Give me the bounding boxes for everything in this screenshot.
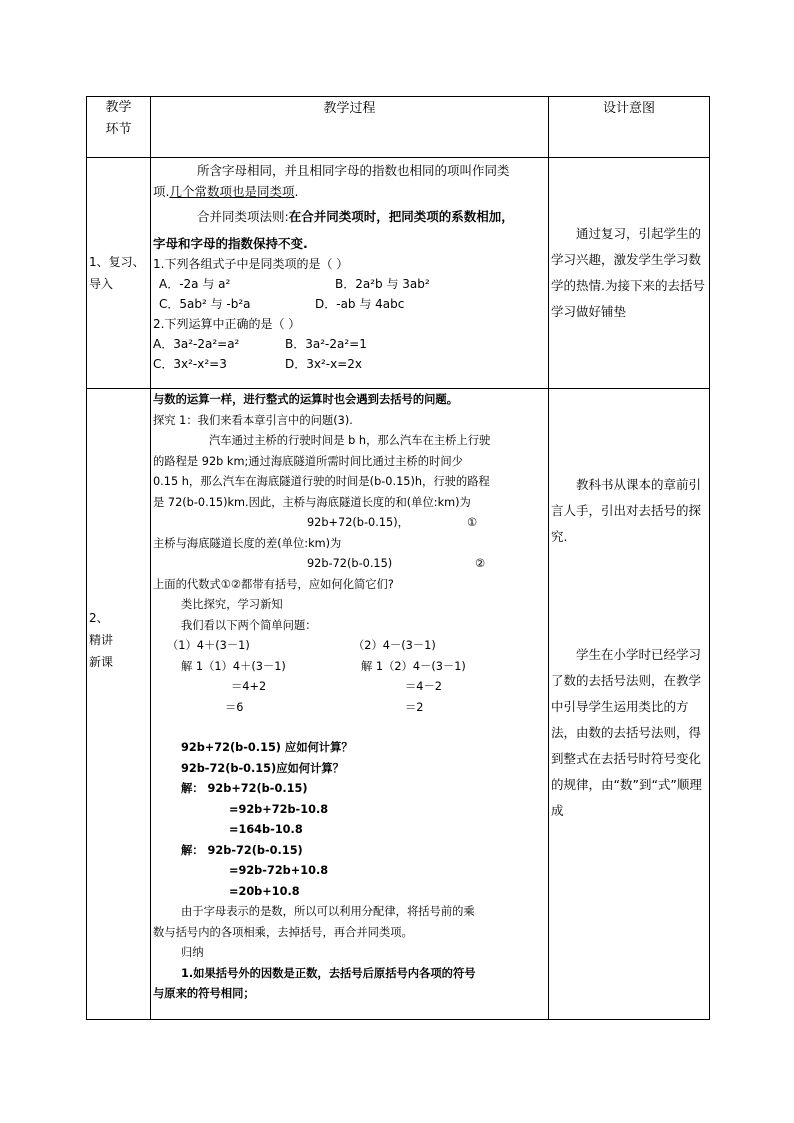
process-cell-review xyxy=(151,158,549,389)
question-2-option-c: C．3x²-x²=3 xyxy=(153,357,227,371)
solution-a-head: 解： 92b+72(b-0.15) xyxy=(181,782,308,795)
circle-1-mark: ① xyxy=(467,516,478,529)
table-row-new-lesson xyxy=(87,389,710,1020)
intent-new-text-2: 学生在小学时已经学习了数的去括号法则，在教学中引导学生运用类比的方法，由数的去括号法则，得到整式在去括号时符号变化的规律，由“数”到“式”顺理成 xyxy=(551,647,702,818)
rule-1-line1: 1.如果括号外的因数是正数，去括号后原括号内各项的符号 xyxy=(181,966,476,980)
definition-line2: 项.几个常数项也是同类项. xyxy=(153,184,299,199)
solution-a-step2: =164b-10.8 xyxy=(229,823,303,836)
question-1-option-c: C．5ab² 与 -b²a xyxy=(159,297,251,311)
definition-line1: 所含字母相同，并且相同字母的指数也相同的项叫作同类 xyxy=(197,163,510,178)
expression-2: 92b-72(b-0.15) ② xyxy=(307,557,486,570)
stage-new-line1: 2、 xyxy=(89,611,109,625)
header-intent-cell: 设计意图 xyxy=(549,97,710,158)
solution-step-2: ＝6 ＝2 xyxy=(225,700,424,714)
circle-2-mark: ② xyxy=(475,557,486,570)
compute-question-1: 92b+72(b-0.15) 应如何计算？ xyxy=(181,741,353,754)
distributive-line1: 由于字母表示的是数，所以可以利用分配律，将括号前的乘 xyxy=(181,905,475,918)
question-2-options-ab xyxy=(153,334,546,354)
stage-review-line2: 导入 xyxy=(89,277,114,291)
question-1-options-cd xyxy=(153,294,546,314)
simple-problems: （1）4＋(3－1) （2）4－(3－1) xyxy=(167,639,436,652)
solution-heads: 解 1（1）4＋(3－1) 解 1（2）4－(3－1) xyxy=(181,659,466,673)
stage-new-line2: 精讲 xyxy=(89,633,114,647)
problem-line2: 的路程是 92b km;通过海底隧道所需时间比通过主桥的时间少 xyxy=(153,454,463,468)
stage-cell-review xyxy=(87,158,151,389)
solution-step-1: ＝4+2 ＝4－2 xyxy=(231,680,442,693)
question-1-option-d: D．-ab 与 4abc xyxy=(315,297,405,311)
question-1-options-ab xyxy=(153,274,546,294)
merge-rule-line1: 合并同类项法则:在合并同类项时，把同类项的系数相加， xyxy=(197,209,514,224)
simple-problems-intro: 我们看以下两个简单问题： xyxy=(181,618,317,632)
solution-b-head: 解： 92b-72(b-0.15) xyxy=(181,843,303,857)
lesson-plan-table xyxy=(86,96,710,1020)
solution-a-step1: =92b+72b-10.8 xyxy=(229,802,329,816)
merge-rule-line2: 字母和字母的指数保持不变. xyxy=(153,236,308,251)
question-1-option-b: B．2a²b 与 3ab² xyxy=(335,277,430,291)
problem-line3: 0.15 h，那么汽车在海底隧道行驶的时间是(b-0.15)h，行驶的路程 xyxy=(153,475,490,488)
compute-question-2: 92b-72(b-0.15)应如何计算？ xyxy=(181,761,344,775)
header-process-cell: 教学过程 xyxy=(151,97,549,158)
stage-new-line3: 新课 xyxy=(89,655,114,669)
problem-line4: 是 72(b-0.15)km.因此，主桥与海底隧道长度的和(单位:km)为 xyxy=(153,495,471,509)
process-cell-new-lesson xyxy=(151,389,549,1020)
analogy-heading: 类比探究，学习新知 xyxy=(181,598,283,611)
intent-review-text: 通过复习，引起学生的学习兴趣，激发学生学习数学的热情.为接下来的去括号学习做好铺垫 xyxy=(551,226,705,319)
header-stage-line1: 教学 xyxy=(105,100,132,115)
difference-label: 主桥与海底隧道长度的差(单位:km)为 xyxy=(153,536,342,550)
question-1: 1.下列各组式子中是同类项的是（ ） xyxy=(153,257,349,271)
header-stage-line2: 环节 xyxy=(105,122,132,137)
problem-line1: 汽车通过主桥的行驶时间是 b h，那么汽车在主桥上行驶 xyxy=(209,434,491,447)
rule-1-line2: 与原来的符号相同； xyxy=(153,987,255,1000)
intent-cell-review xyxy=(549,158,710,389)
stage-review-line1: 1、复习、 xyxy=(89,255,145,269)
expression-1: 92b+72(b-0.15)， ① xyxy=(307,516,478,529)
question-2-options-cd xyxy=(153,354,546,374)
question-2-option-a: A．3a²-2a²=a² xyxy=(153,337,240,351)
simplify-question: 上面的代数式①②都带有括号，应如何化简它们? xyxy=(153,577,394,591)
solution-b-step2: =20b+10.8 xyxy=(229,884,300,898)
table-row-review xyxy=(87,158,710,389)
question-2: 2.下列运算中正确的是（ ） xyxy=(153,317,301,331)
solution-b-step1: =92b-72b+10.8 xyxy=(229,864,329,877)
summary-heading: 归纳 xyxy=(181,946,204,959)
intent-new-text-1: 教科书从课本的章前引言人手，引出对去括号的探究. xyxy=(551,477,702,544)
question-1-option-a: A．-2a 与 a² xyxy=(159,277,231,291)
distributive-line2: 数与括号内的各项相乘，去掉括号，再合并同类项。 xyxy=(153,925,413,939)
header-stage-cell xyxy=(87,97,151,158)
question-2-option-b: B．3a²-2a²=1 xyxy=(285,337,367,351)
intro-line: 与数的运算一样，进行整式的运算时也会遇到去括号的问题。 xyxy=(153,393,459,406)
explore-1-title: 探究 1：我们来看本章引言中的问题(3). xyxy=(153,413,353,427)
intent-cell-new-lesson xyxy=(549,389,710,1020)
constant-term-note: 几个常数项也是同类项 xyxy=(169,184,295,199)
question-2-option-d: D．3x²-x=2x xyxy=(285,357,363,371)
table-header-row xyxy=(87,97,710,158)
stage-cell-new-lesson xyxy=(87,389,151,1020)
